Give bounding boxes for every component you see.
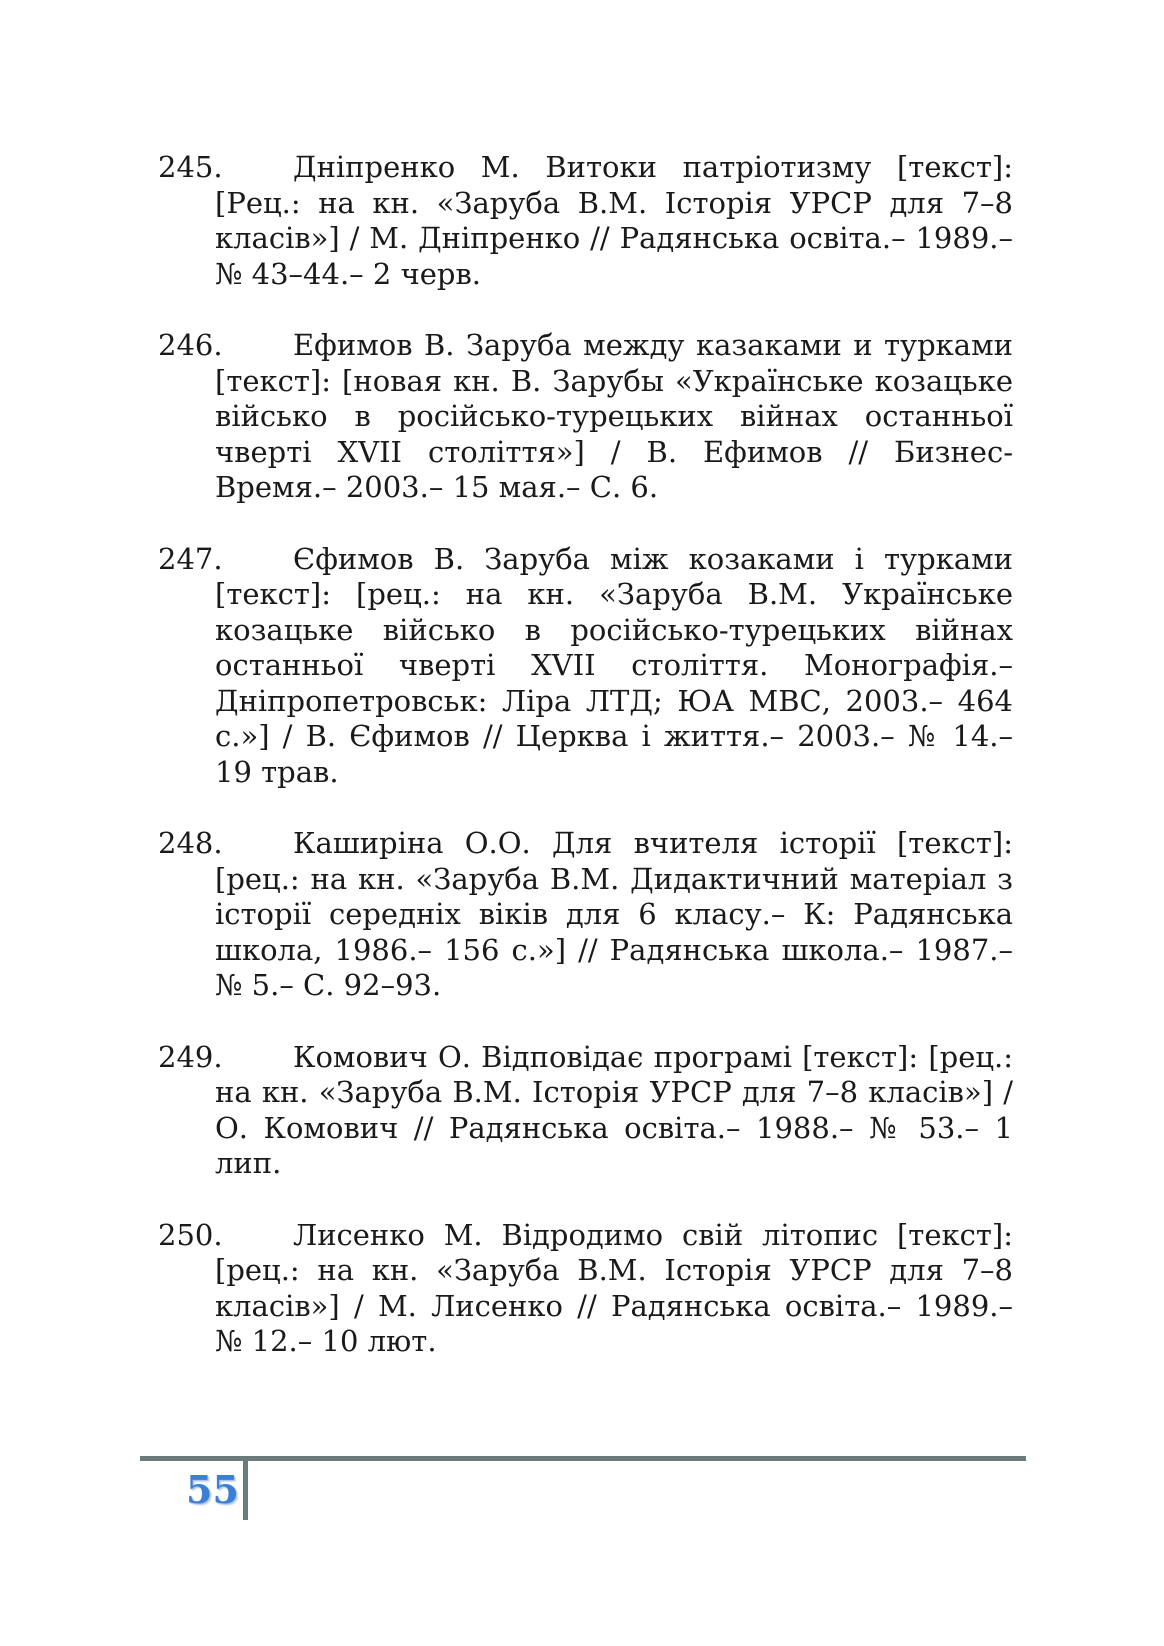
bibliography-entry-247	[158, 542, 1013, 791]
bibliography-entry-248	[158, 826, 1013, 1004]
entry-text: Каширіна О.О. Для вчителя історії [текст]: [рец.: на кн. «Заруба В.М. Дидактичний матеріал з історії середніх віків для 6 класу.– К: Радянська школа, 1986.– 156 с.»] // Радянська школа.– 1987.– № 5.– С. 92–93.	[215, 826, 1013, 1002]
entry-text: Комович О. Відповідає програмі [текст]: [рец.: на кн. «Заруба В.М. Історія УРСР для 7–8 класів»] / О. Комович // Радянська освіта.– 1988.– № 53.– 1 лип.	[215, 1039, 1013, 1180]
entry-number: 246.	[158, 328, 223, 362]
entry-number: 245.	[158, 150, 223, 184]
entry-text: Єфимов В. Заруба між козаками і турками [текст]: [рец.: на кн. «Заруба В.М. Українське козацьке військо в російсько-турецьких війнах останньої чверті XVII століття. Монографія.– Дніпропетровськ: Ліра ЛТД; ЮА МВС, 2003.– 464 с.»] / В. Єфимов // Церква і життя.– 2003.– № 14.– 19 трав.	[215, 541, 1013, 789]
entry-number: 250.	[158, 1217, 223, 1252]
bibliography-entry-245	[158, 150, 1013, 292]
bibliography-entry-246	[158, 328, 1013, 506]
bibliography-entry-249	[158, 1040, 1013, 1182]
footer-rule	[140, 1456, 1026, 1461]
entry-text: Дніпренко М. Витоки патріотизму [текст]: [Рец.: на кн. «Заруба В.М. Історія УРСР для 7–8 класів»] / М. Дніпренко // Радянська освіта.– 1989.– № 43–44.– 2 черв.	[215, 150, 1013, 291]
bibliography-entry-250	[158, 1218, 1013, 1360]
entry-number: 249.	[158, 1039, 223, 1074]
page-number: 55	[186, 1467, 239, 1512]
entry-text: Лисенко М. Відродимо свій літопис [текст]: [рец.: на кн. «Заруба В.М. Історія УРСР для 7–8 класів»] / М. Лисенко // Радянська освіта.– 1989.– № 12.– 10 лют.	[215, 1217, 1013, 1358]
entry-number: 247.	[158, 541, 223, 576]
entry-text: Ефимов В. Заруба между казаками и турками [текст]: [новая кн. В. Зарубы «Українське козацьке військо в російсько-турецьких війнах останньої чверті XVII століття»] / В. Ефимов // Бизнес-Время.– 2003.– 15 мая.– С. 6.	[215, 328, 1013, 504]
footer-vertical-bar	[243, 1458, 248, 1520]
entry-number: 248.	[158, 826, 223, 860]
bibliography-list	[158, 150, 1013, 1396]
